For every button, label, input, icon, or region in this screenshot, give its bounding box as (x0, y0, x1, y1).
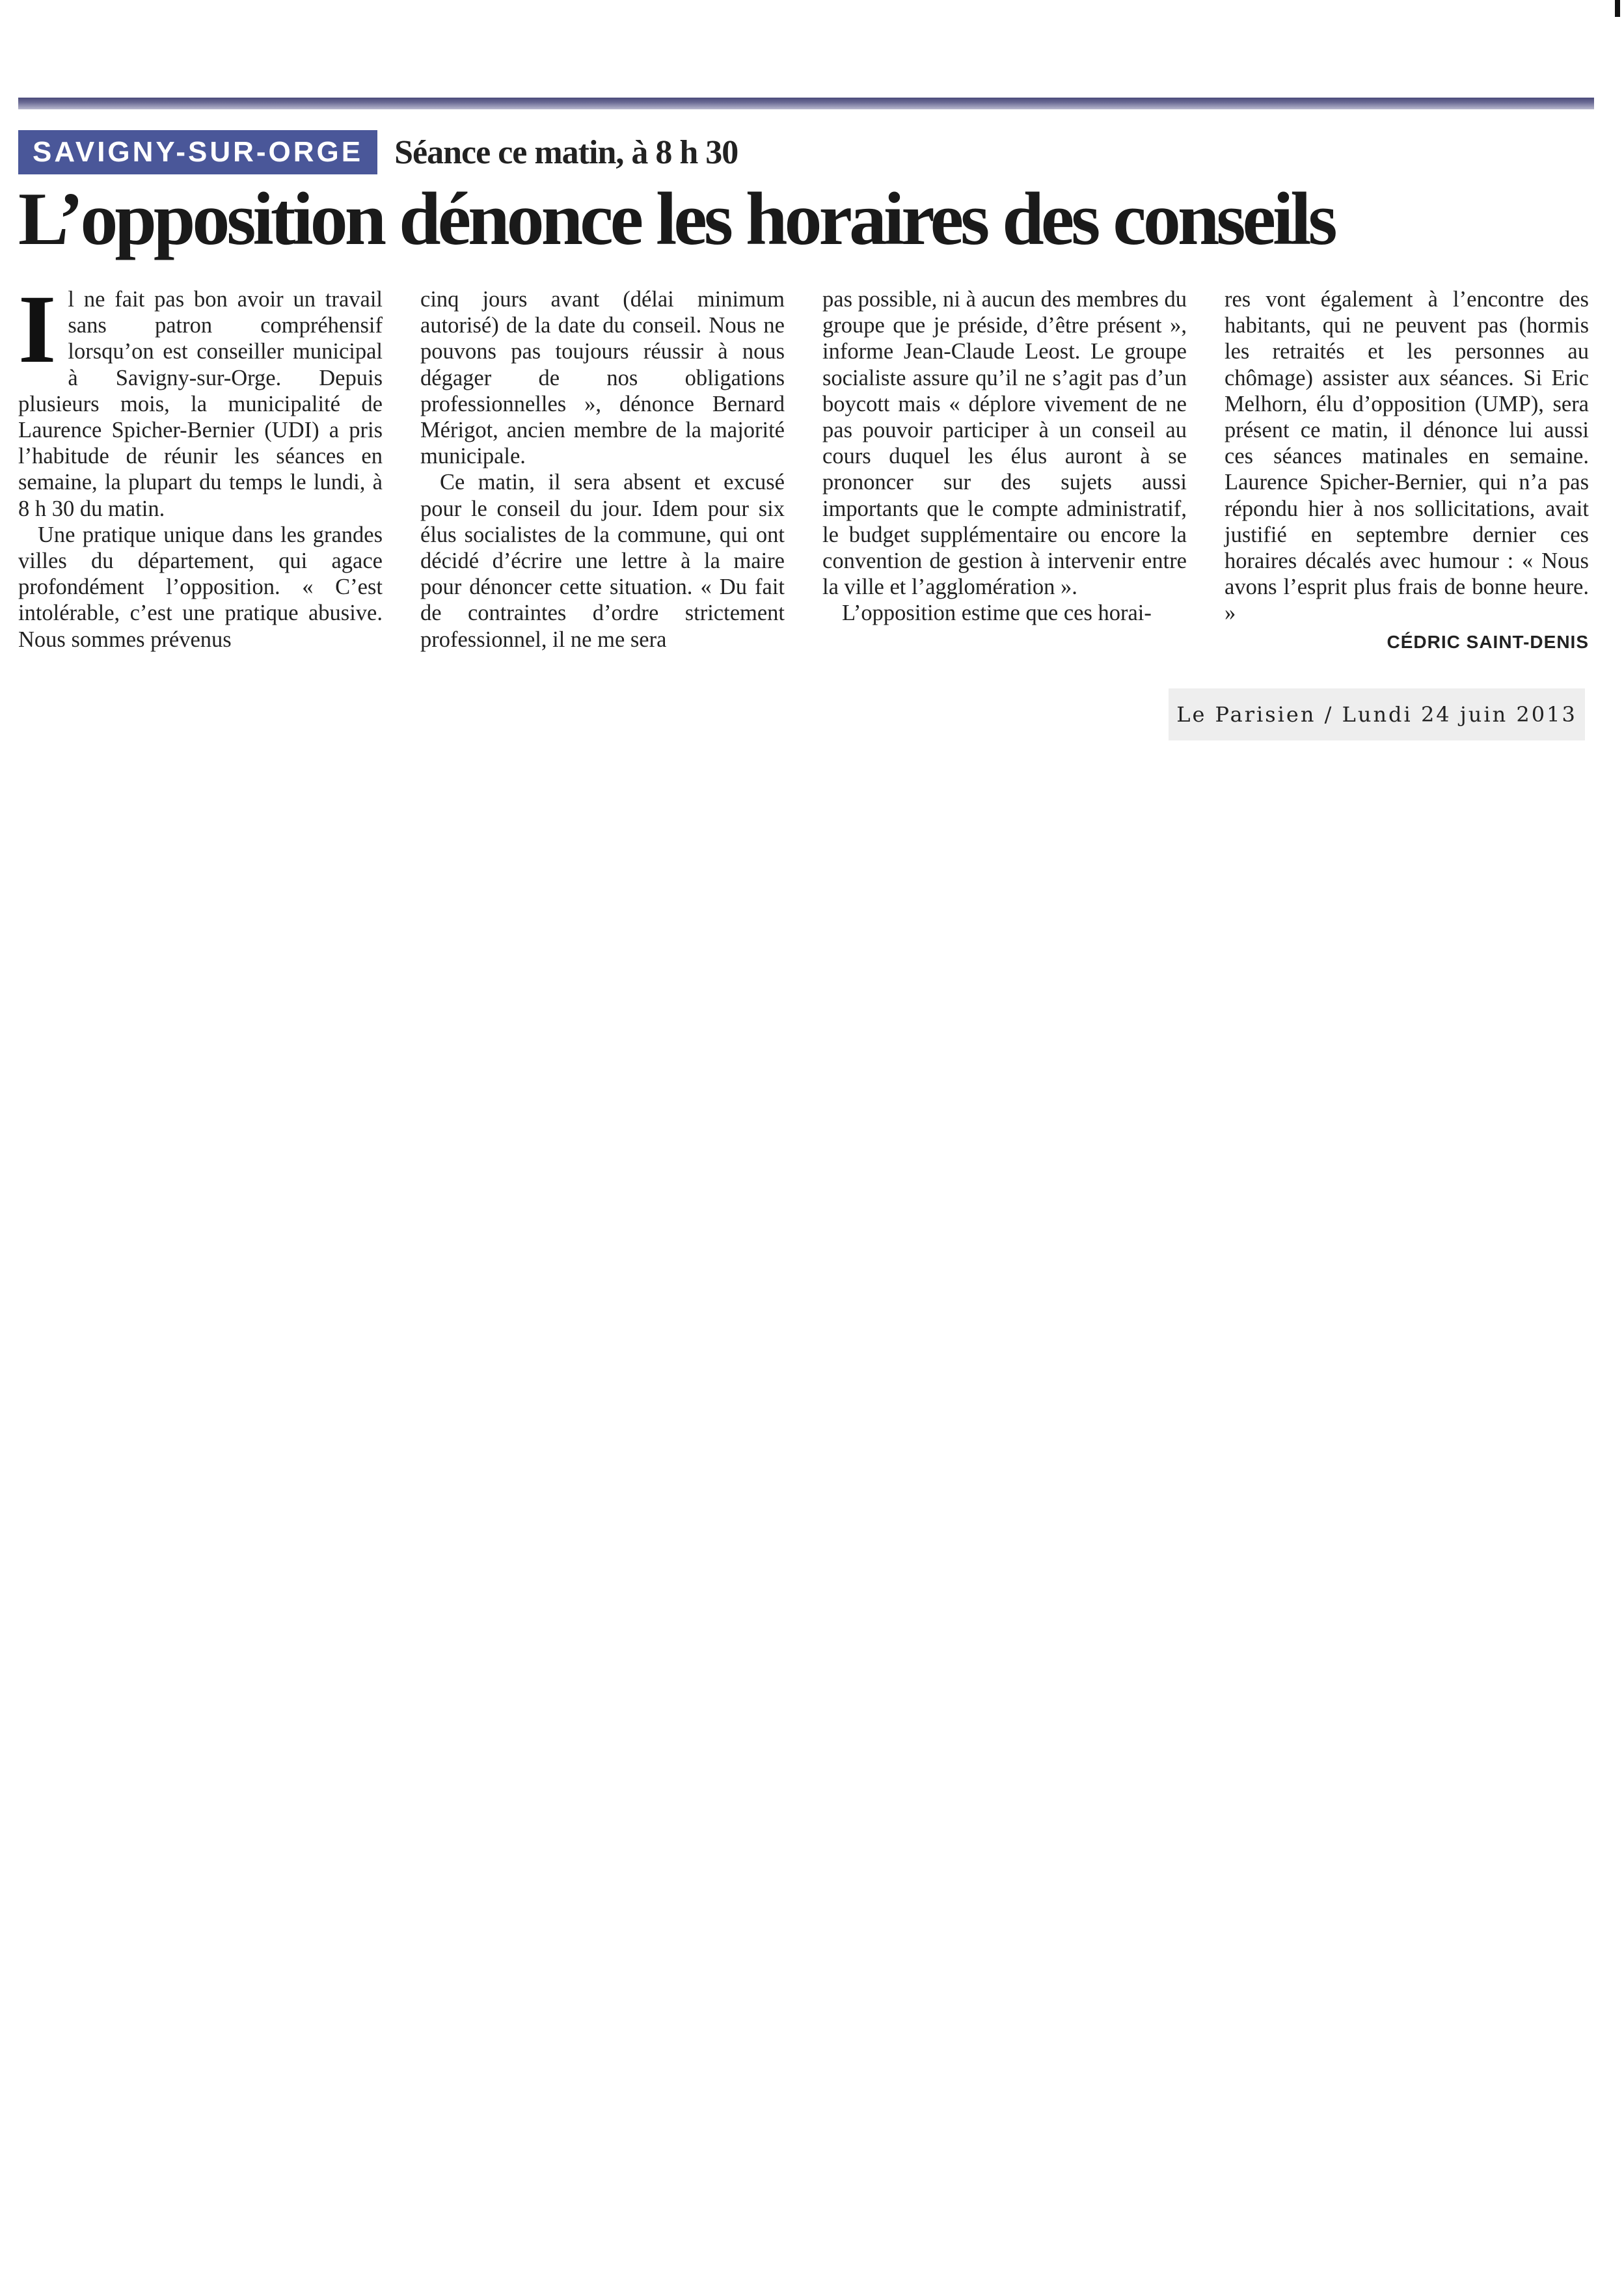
scan-corner-mark (1615, 0, 1620, 17)
dropcap: I (18, 275, 57, 383)
paragraph: pas possible, ni à aucun des membres du groupe que je préside, d’être présent », informe Jean-Claude Leost. Le groupe socialiste assure qu’il ne s’agit pas d’un boycott mais « déplore vivement de ne pas pouvoir participer à un conseil au cours duquel les élus auront à se prononcer sur des sujets aussi importants que le compte administratif, le budget supplémentaire ou encore la convention de gestion à intervenir entre la ville et l’agglomération ». (822, 287, 1187, 600)
paragraph: cinq jours avant (délai minimum autorisé) de la date du conseil. Nous ne pouvons pas toujours réussir à nous dégager de nos obligations professionnelles », dénonce Bernard Mérigot, ancien membre de la majorité municipale. (420, 287, 785, 469)
headline: L’opposition dénonce les horaires des conseils (18, 178, 1334, 261)
paragraph-text: l ne fait pas bon avoir un travail sans patron compréhensif lorsqu’on est conseiller municipal à Savigny-sur-Orge. Depuis plusieurs mois, la municipalité de Laurence Spicher-Bernier (UDI) a pris l’habitude de réunir les séances en semaine, la plupart du temps le lundi, à 8 h 30 du matin. (18, 287, 383, 521)
article-column-2 (420, 286, 785, 653)
paragraph: Ce matin, il sera absent et excusé pour le conseil du jour. Idem pour six élus socialistes de la commune, qui ont décidé d’écrire une lettre à la maire pour dénoncer cette situation. « Du fait de contraintes d’ordre strictement professionnel, il ne me sera (420, 470, 785, 652)
paragraph (18, 275, 383, 522)
source-text: Le Parisien / Lundi 24 juin 2013 (1176, 702, 1577, 727)
section-badge: SAVIGNY-SUR-ORGE (18, 130, 377, 174)
newspaper-clipping (18, 117, 1594, 742)
article-column-1 (18, 275, 383, 653)
byline: CÉDRIC SAINT-DENIS (1387, 631, 1589, 652)
article-body (18, 275, 1594, 652)
paragraph: res vont également à l’encontre des habitants, qui ne peuvent pas (hormis les retraités et les personnes au chômage) assister aux séances. Si Eric Melhorn, élu d’opposition (UMP), sera présent ce matin, il dénonce lui aussi ces séances matinales en semaine. Laurence Spicher-Bernier, qui n’a pas répondu hier à nos sollicitations, avait justifié en septembre dernier ces horaires décalés avec humour : « Nous avons l’esprit plus frais de bonne heure. » (1225, 287, 1589, 626)
kicker: Séance ce matin, à 8 h 30 (394, 133, 738, 171)
kicker-row (18, 130, 738, 174)
source-label (1169, 688, 1585, 740)
paragraph: Une pratique unique dans les grandes villes du département, qui agace profondément l’opposition. « C’est intolérable, c’est une pratique abusive. Nous sommes prévenus (18, 522, 383, 652)
top-rule (18, 98, 1594, 109)
paragraph: L’opposition estime que ces horai- (842, 601, 1152, 626)
article-column-4 (1225, 286, 1589, 655)
article-column-3 (822, 286, 1187, 627)
